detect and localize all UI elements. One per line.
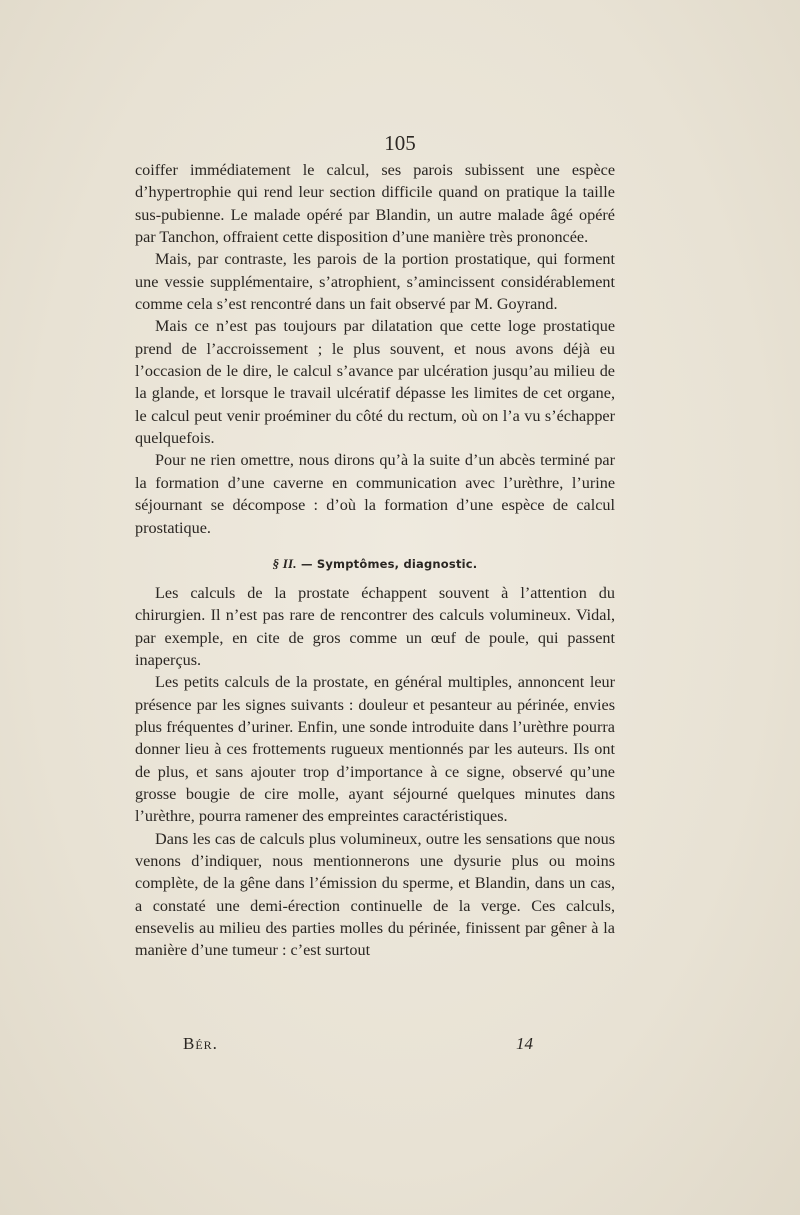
- paragraph: coiffer immédiatement le calcul, ses parois subissent une espèce d’hypertrophie qui rend leur section difficile quand on pratique la taille sus-pubienne. Le malade opéré par Blandin, un autre malade âgé opéré par Tanchon, offraient cette disposition d’une manière très prononcée.: [135, 161, 615, 247]
- section-heading: [135, 555, 615, 573]
- paragraph: Pour ne rien omettre, nous dirons qu’à la suite d’un abcès terminé par la formation d’une caverne en communication avec l’urèthre, l’urine séjournant se décompose : d’où la formation d’une espèce de calcul prostatique.: [135, 451, 615, 537]
- signature-mark: 14: [516, 1034, 533, 1053]
- paragraph: Mais ce n’est pas toujours par dilatation que cette loge prostatique prend de l’accroissement ; le plus souvent, et nous avons déjà eu l’occasion de le dire, le calcul s’avance par ulcération jusqu’au milieu de la glande, et lorsque le travail ulcératif dépasse les limites de cet organe, le calcul peut venir proéminer du côté du rectum, où on l’a vu s’échapper quelquefois.: [135, 317, 615, 448]
- section-number: § II.: [272, 555, 297, 571]
- paragraph: Les calculs de la prostate échappent souvent à l’attention du chirurgien. Il n’est pas rare de rencontrer des calculs volumineux. Vidal, par exemple, en cite de gros comme un œuf de poule, qui passent inaperçus.: [135, 583, 615, 669]
- body-text: [135, 159, 615, 962]
- paragraph: Mais, par contraste, les parois de la portion prostatique, qui forment une vessie supplémentaire, s’atrophient, s’amincissent considérablement comme cela s’est rencontré dans un fait observé par M. Goyrand.: [135, 250, 615, 314]
- paragraph: Les petits calculs de la prostate, en général multiples, annoncent leur présence par les signes suivants : douleur et pesanteur au périnée, envies plus fréquentes d’uriner. Enfin, une sonde introduite dans l’urèthre pourra donner lieu à ces frottements rugueux mentionnés par les auteurs. Ils ont de plus, et sans ajouter trop d’importance à ce signe, observé qu’une grosse bougie de cire molle, ayant séjourné quelques minutes dans l’urèthre, pourra ramener des empreintes caractéristiques.: [135, 673, 615, 826]
- footer-author: Bér.: [183, 1034, 218, 1053]
- paragraph: Dans les cas de calculs plus volumineux, outre les sensations que nous venons d’indiquer, nous mentionnerons une dysurie plus ou moins complète, de la gêne dans l’émission du sperme, et Blandin, dans un cas, a constaté une demi-érection continuelle de la verge. Ces calculs, ensevelis au milieu des parties molles du périnée, finissent par gêner à la manière d’une tumeur : c’est surtout: [135, 829, 615, 960]
- page-number: 105: [384, 131, 416, 155]
- section-title: — Symptômes, diagnostic.: [300, 556, 478, 571]
